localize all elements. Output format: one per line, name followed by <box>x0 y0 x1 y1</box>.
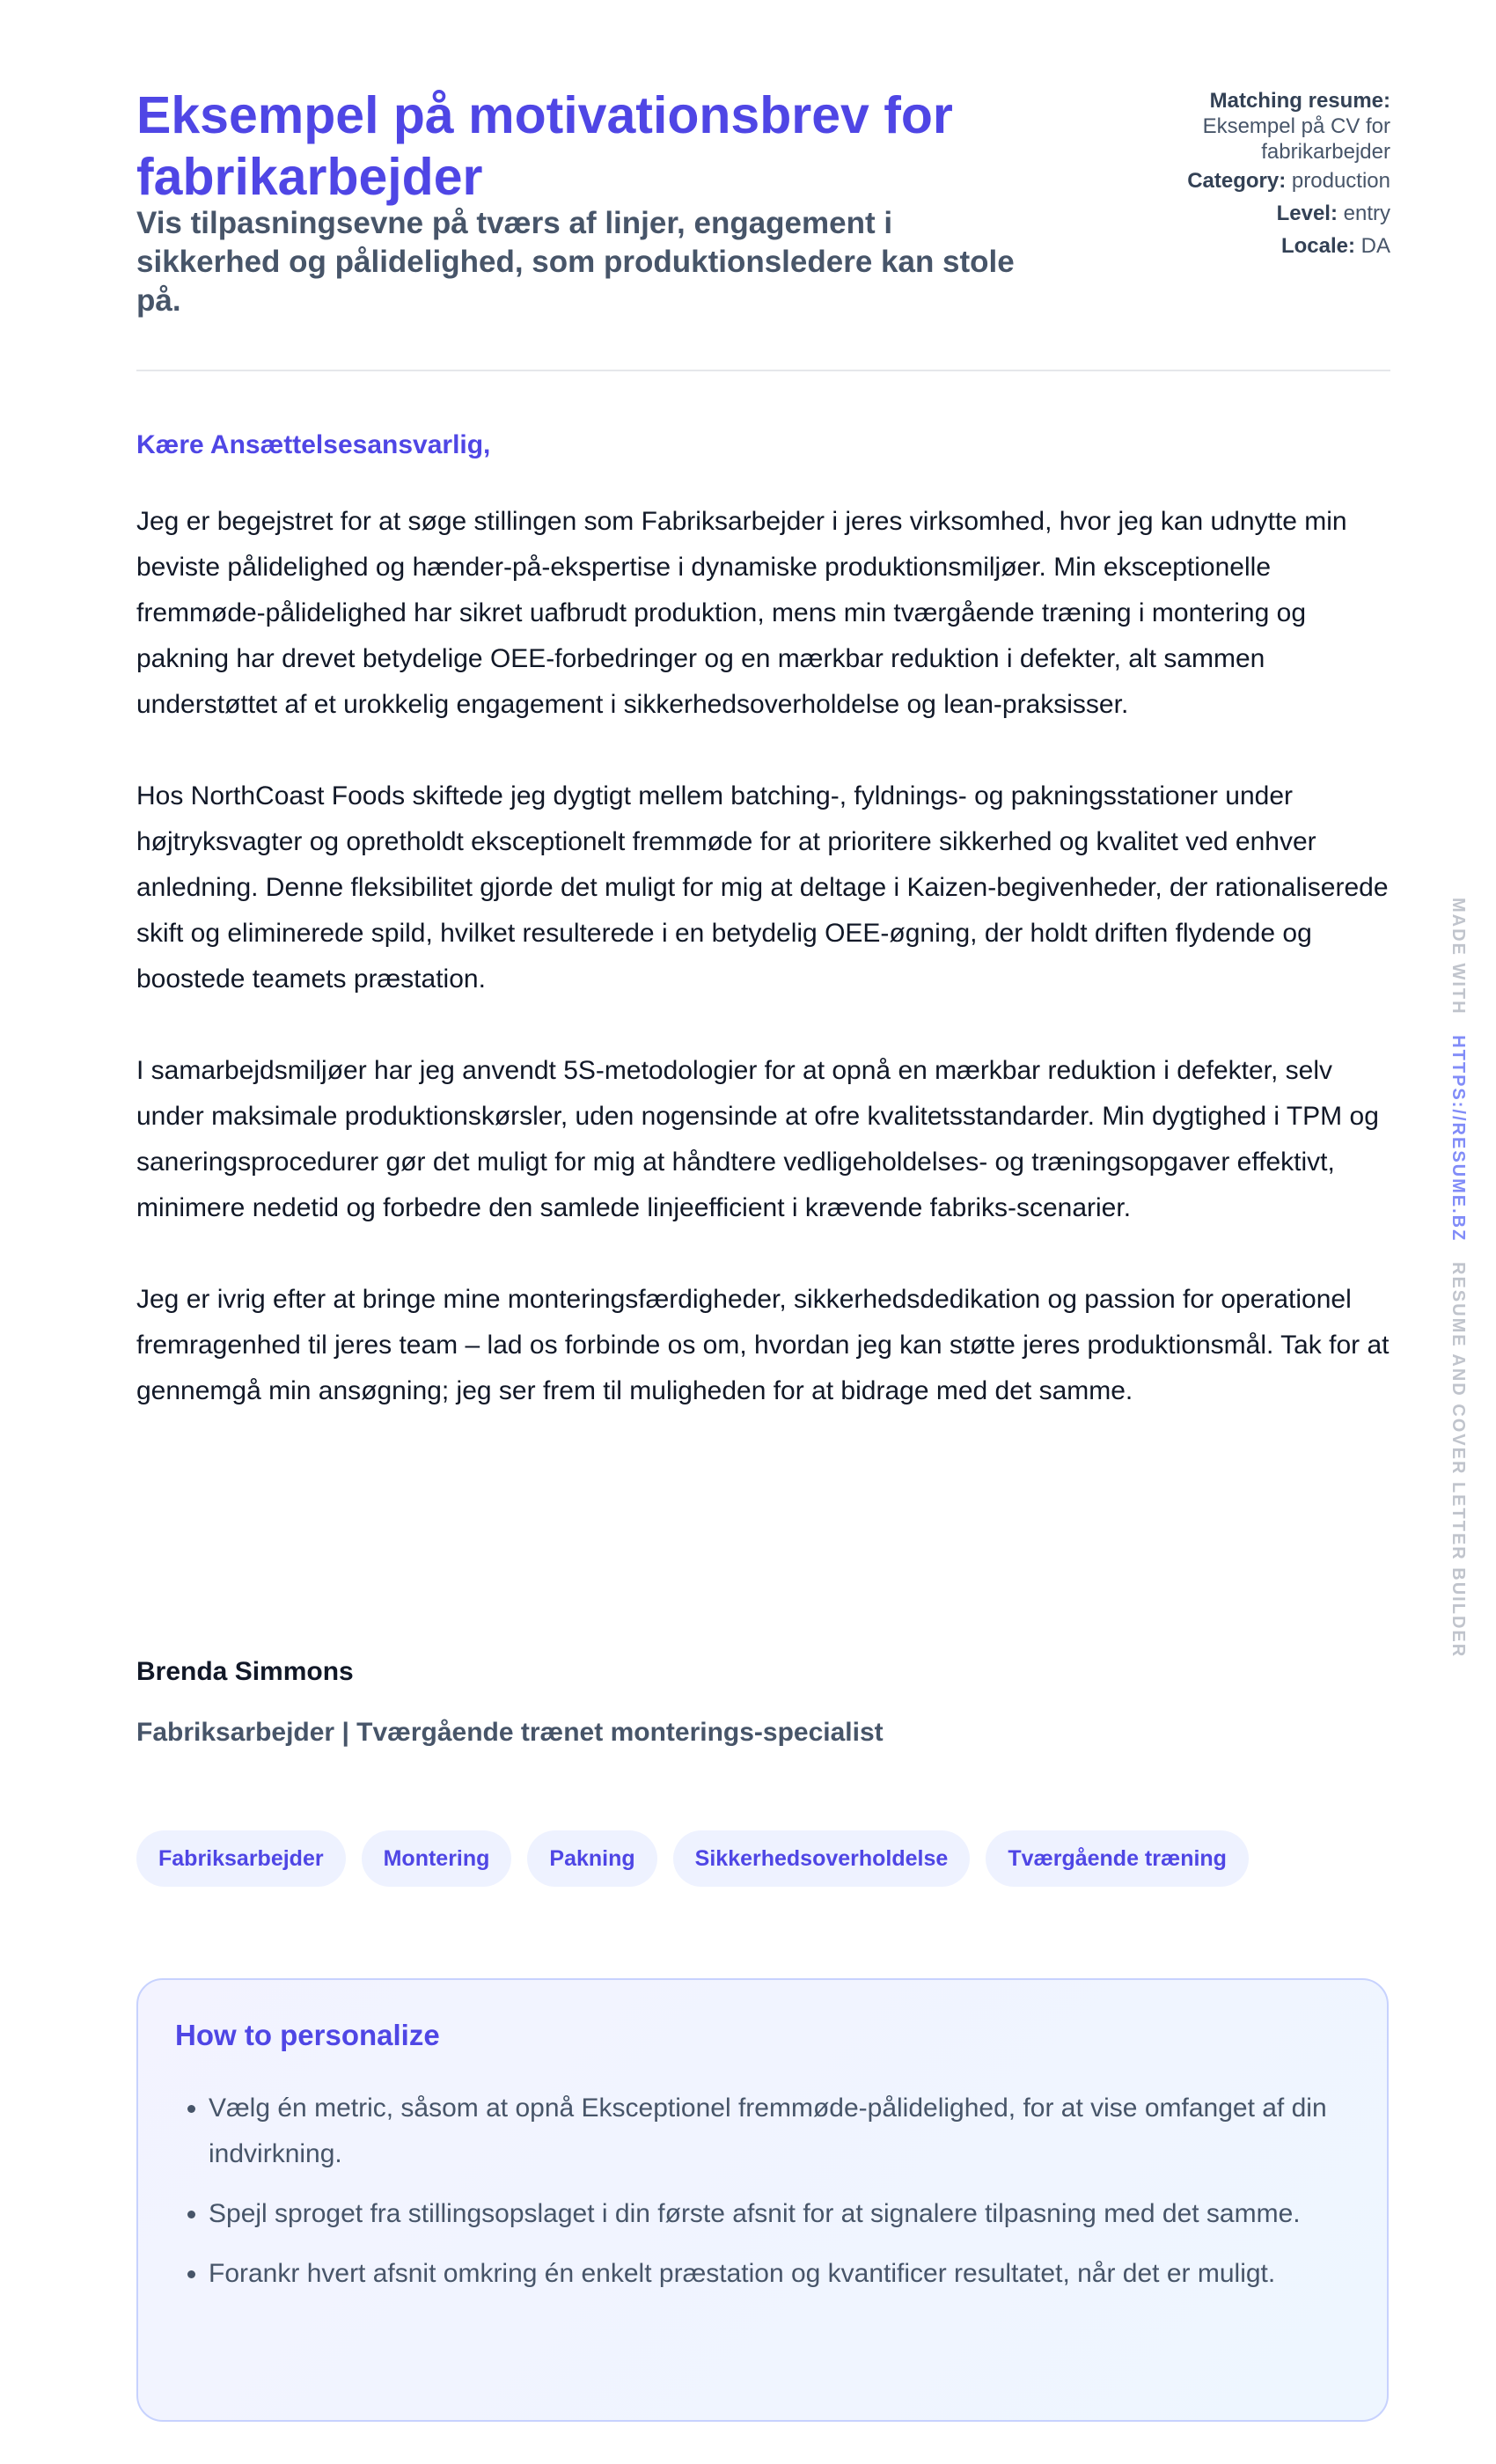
credit-prefix: MADE WITH <box>1448 898 1468 1016</box>
tip-item: • Vælg én metric, såsom at opnå Eksceptionel fremmøde-pålidelighed, for at vise omfanget af din indvirkning. <box>209 2086 1379 2177</box>
page-header <box>136 84 1390 370</box>
tag-chip[interactable]: Tværgående træning <box>986 1830 1249 1887</box>
credit-link[interactable]: HTTPS://RESUME.BZ <box>1448 1035 1468 1243</box>
meta-matching-resume-link[interactable]: Eksempel på CV for fabrikarbejder <box>1202 114 1390 164</box>
tag-chip[interactable]: Sikkerhedsoverholdelse <box>673 1830 971 1887</box>
meta-locale-value: DA <box>1360 234 1390 258</box>
tip-item: • Forankr hvert afsnit omkring én enkelt præstation og kvantificer resultatet, når det er muligt. <box>209 2251 1379 2297</box>
letter-paragraph: Hos NorthCoast Foods skiftede jeg dygtigt mellem batching-, fyldnings- og pakningsstationer under højtryksvagter og opretholdt eksceptionelt fremmøde for at prioritere sikkerhed og kvalitet ved enhver anledning. Denne fleksibilitet gjorde det muligt for mig at deltage i Kaizen-begivenheder, der rationaliserede skift og eliminerede spild, hvilket resulterede i en betydelig OEE-øgning, der holdt driften flydende og boostede teamets præstation. <box>136 781 1389 994</box>
meta-matching-resume-label: Matching resume: <box>1209 89 1390 113</box>
letter-salutation: Kære Ansættelsesansvarlig, <box>136 430 491 459</box>
page-title: Eksempel på motivationsbrev for fabrikarbejder <box>136 86 953 206</box>
meta-category-label: Category: <box>1187 169 1287 193</box>
tips-title: How to personalize <box>175 2019 440 2051</box>
tag-chip[interactable]: Pakning <box>527 1830 656 1887</box>
tag-chip[interactable]: Montering <box>362 1830 512 1887</box>
letter-paragraph: Jeg er begejstret for at søge stillingen som Fabriksarbejder i jeres virksomhed, hvor jeg kan udnytte min beviste pålidelighed og hænder-på-ekspertise i dynamiske produktionsmiljøer. Min eksceptionelle fremmøde-pålidelighed har sikret uafbrudt produktion, mens min tværgående træning i montering og pakning har drevet betydelige OEE-forbedringer og en mærkbar reduktion i defekter, alt sammen understøttet af et urokkelig engagement i sikkerhedsoverholdelse og lean-praksisser. <box>136 507 1347 719</box>
header-divider <box>136 370 1390 371</box>
meta-level-value: entry <box>1343 202 1390 225</box>
tag-chip[interactable]: Fabriksarbejder <box>136 1830 346 1887</box>
meta-locale <box>1100 230 1390 262</box>
letter-paragraph: I samarbejdsmiljøer har jeg anvendt 5S-metodologier for at opnå en mærkbar reduktion i defekter, selv under maksimale produktionskørsler, uden nogensinde at ofre kvalitetsstandarder. Min dygtighed i TPM og saneringsprocedurer gør det muligt for mig at håndtere vedligeholdelses- og træningsopgaver effektivt, minimere nedetid og forbedre den samlede linjeefficient i krævende fabriks-scenarier. <box>136 1056 1379 1222</box>
meta-level <box>1100 197 1390 230</box>
tips-list <box>175 2086 1379 2311</box>
meta-category <box>1100 165 1390 197</box>
meta-locale-label: Locale: <box>1280 234 1355 258</box>
page-subtitle: Vis tilpasningsevne på tværs af linjer, engagement i sikkerhed og pålidelighed, som produktionsledere kan stole på. <box>136 206 1015 318</box>
letter-paragraph: Jeg er ivrig efter at bringe mine monteringsfærdigheder, sikkerhedsdedikation og passion for operationel fremragenhed til jeres team – lad os forbinde os om, hvordan jeg kan støtte jeres produktionsmål. Tak for at gennemgå min ansøgning; jeg ser frem til muligheden for at bidrage med det samme. <box>136 1285 1390 1405</box>
personalize-tips-box <box>136 1978 1389 2422</box>
letter-body <box>136 499 1390 1460</box>
meta-panel <box>1100 84 1390 262</box>
meta-level-label: Level: <box>1276 202 1338 225</box>
tip-item: • Spejl sproget fra stillingsopslaget i din første afsnit for at signalere tilpasning med det samme. <box>209 2191 1379 2237</box>
tag-list <box>136 1830 1249 1887</box>
meta-matching-resume <box>1100 84 1390 165</box>
meta-category-value: production <box>1291 169 1390 193</box>
signature-name: Brenda Simmons <box>136 1657 354 1686</box>
signature-role: Fabriksarbejder | Tværgående trænet monterings-specialist <box>136 1718 884 1747</box>
credit-suffix: RESUME AND COVER LETTER BUILDER <box>1448 1262 1468 1659</box>
cover-letter-page <box>136 84 1390 2288</box>
made-with-credit <box>1448 898 1468 1658</box>
